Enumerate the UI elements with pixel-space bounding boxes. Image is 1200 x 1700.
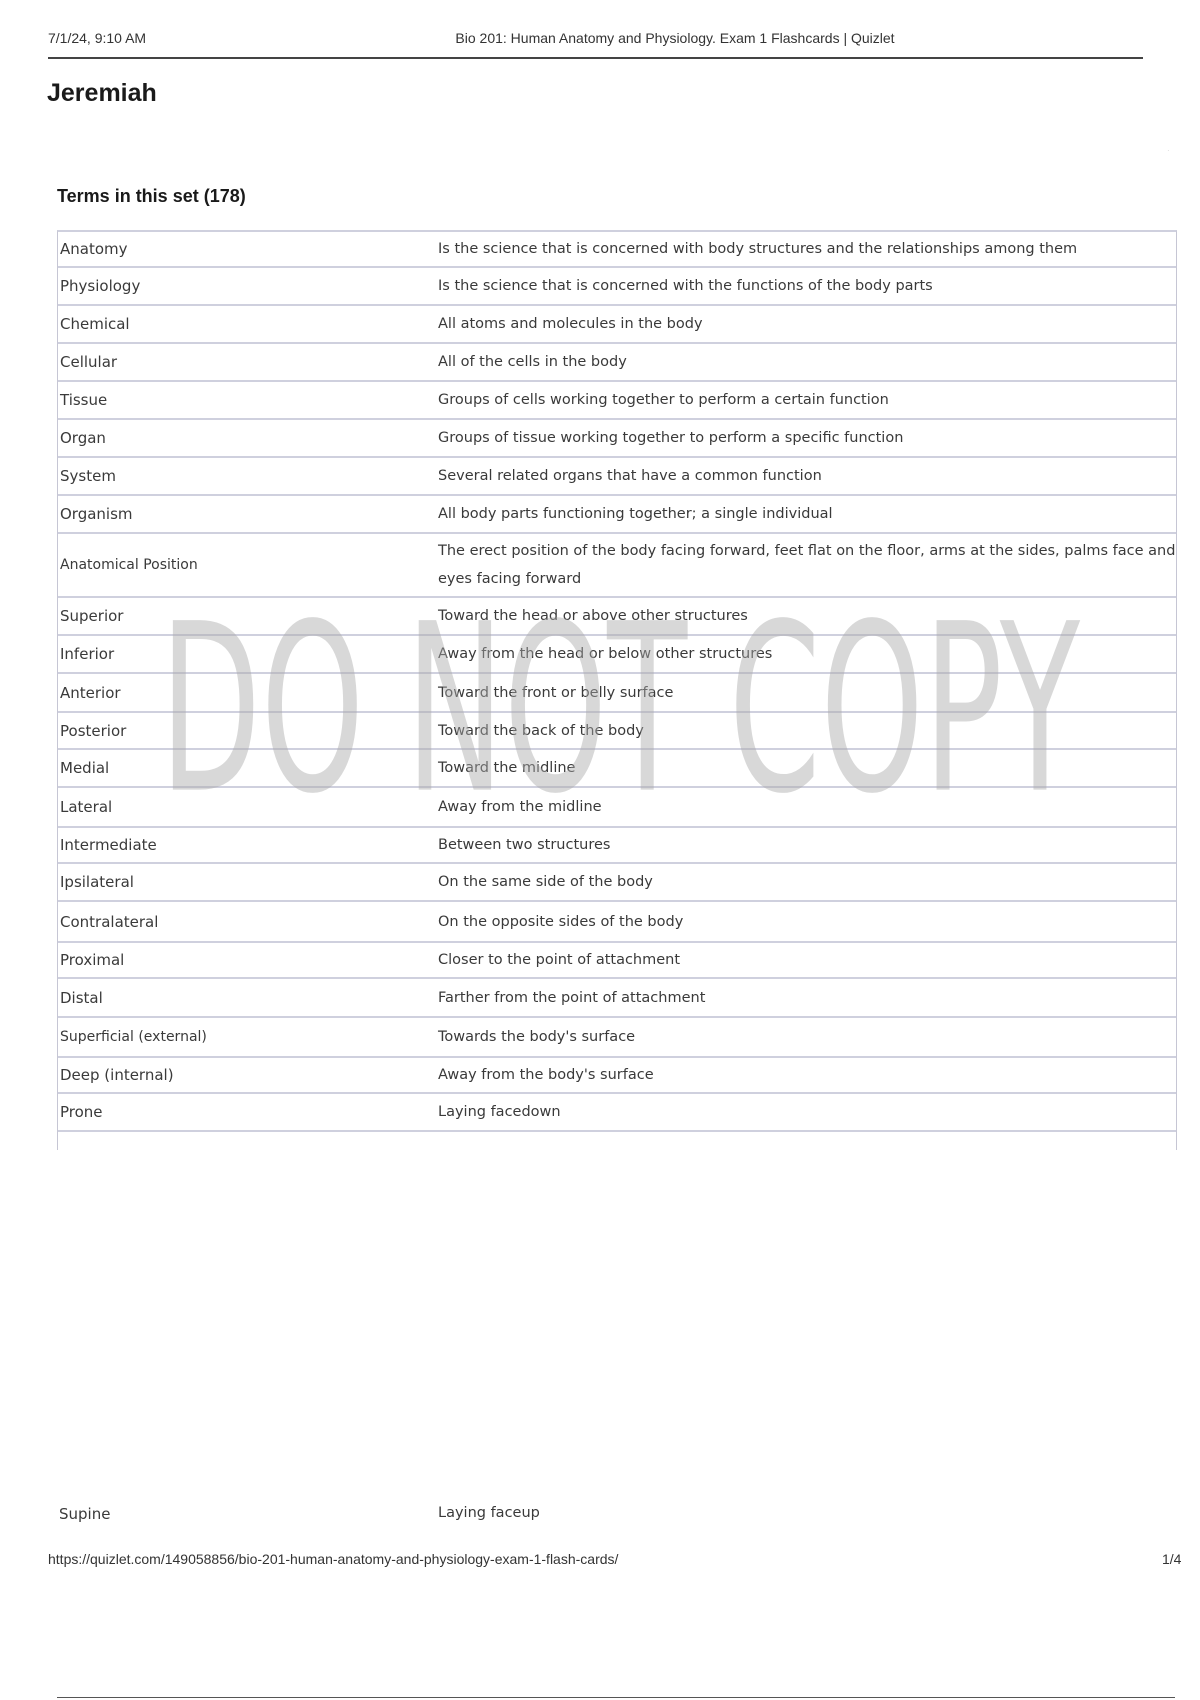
term-cell: Organism (60, 505, 133, 523)
term-cell: Anatomical Position (60, 557, 198, 573)
table-row (58, 1094, 1176, 1132)
definition-cell: Groups of tissue working together to perform a specific function (438, 430, 904, 446)
term-cell: Posterior (60, 721, 127, 740)
print-page-title: Bio 201: Human Anatomy and Physiology. Exam 1 Flashcards | Quizlet (455, 30, 895, 46)
bottom-divider (57, 1697, 1175, 1698)
definition-cell: On the opposite sides of the body (438, 913, 684, 930)
table-row (58, 713, 1176, 750)
table-row (58, 750, 1176, 788)
term-cell: Inferior (60, 645, 115, 663)
term-cell: Distal (60, 988, 103, 1007)
definition-cell: Towards the body's surface (438, 1029, 636, 1045)
table-row (58, 788, 1176, 828)
term-cell: Lateral (60, 798, 113, 816)
term-cell: Deep (internal) (60, 1066, 174, 1084)
term-cell: Organ (60, 429, 106, 447)
table-row (58, 636, 1176, 674)
table-row (58, 420, 1176, 458)
table-row (58, 1018, 1176, 1058)
table-row (58, 674, 1176, 713)
table-row (58, 268, 1176, 306)
definition-cell: All atoms and molecules in the body (438, 316, 703, 332)
term-cell: Intermediate (60, 836, 157, 854)
definition-cell: Away from the midline (438, 799, 602, 815)
term-cell: Tissue (60, 391, 108, 409)
terms-table (57, 230, 1177, 1150)
definition-cell: Away from the body's surface (438, 1067, 654, 1083)
table-row (58, 534, 1176, 598)
term-cell: Anatomy (60, 240, 128, 258)
table-row (58, 1058, 1176, 1094)
term-cell: Cellular (60, 353, 118, 371)
definition-cell: All of the cells in the body (438, 354, 627, 370)
table-row (58, 864, 1176, 902)
definition-cell: All body parts functioning together; a single individual (438, 506, 833, 522)
term-supine: Supine (59, 1505, 111, 1523)
term-cell: Superficial (external) (60, 1029, 207, 1045)
table-row (58, 943, 1176, 979)
print-url: https://quizlet.com/149058856/bio-201-human-anatomy-and-physiology-exam-1-flash-cards/ (48, 1551, 619, 1567)
term-cell: System (60, 467, 116, 485)
term-cell: Contralateral (60, 912, 159, 931)
term-cell: Proximal (60, 951, 125, 969)
definition-cell: Toward the back of the body (438, 722, 644, 739)
definition-cell: Groups of cells working together to perform a certain function (438, 392, 889, 408)
definition-cell: Toward the midline (438, 760, 576, 776)
definition-cell: Several related organs that have a common function (438, 468, 822, 484)
definition-supine: Laying faceup (438, 1505, 540, 1521)
term-cell: Chemical (60, 315, 130, 333)
terms-heading: Terms in this set (178) (57, 186, 246, 206)
table-row (58, 306, 1176, 344)
table-row (58, 344, 1176, 382)
table-row (58, 902, 1176, 943)
definition-cell: Closer to the point of attachment (438, 952, 681, 968)
definition-cell: Is the science that is concerned with body structures and the relationships among them (438, 241, 1078, 257)
definition-cell: Is the science that is concerned with the functions of the body parts (438, 278, 933, 294)
header-divider (48, 57, 1143, 59)
term-cell: Prone (60, 1103, 103, 1121)
definition-cell: Toward the head or above other structures (438, 608, 748, 624)
table-row (58, 232, 1176, 268)
watermark-text: DO NOT COPY (160, 608, 1081, 846)
term-cell: Superior (60, 607, 124, 625)
definition-cell: The erect position of the body facing forward, feet flat on the floor, arms at the sides, palms face and eyes facing forward (438, 543, 1176, 587)
definition-cell: Laying facedown (438, 1104, 561, 1120)
definition-cell: Between two structures (438, 837, 611, 853)
user-name: Jeremiah (47, 79, 157, 107)
page-number: 1/4 (1162, 1551, 1182, 1567)
definition-cell: Toward the front or belly surface (438, 684, 674, 701)
definition-cell: Farther from the point of attachment (438, 989, 706, 1006)
table-row (58, 979, 1176, 1018)
print-datetime: 7/1/24, 9:10 AM (48, 30, 147, 46)
term-cell: Ipsilateral (60, 873, 134, 891)
term-cell: Medial (60, 759, 110, 777)
table-row (58, 382, 1176, 420)
faint-mark: · (1167, 146, 1170, 155)
term-cell: Anterior (60, 683, 121, 702)
term-cell: Physiology (60, 277, 141, 295)
table-row (58, 496, 1176, 534)
table-row (58, 598, 1176, 636)
table-row (58, 828, 1176, 864)
definition-cell: On the same side of the body (438, 874, 653, 890)
table-row (58, 458, 1176, 496)
definition-cell: Away from the head or below other structures (438, 646, 773, 662)
table-tail (58, 1132, 1176, 1150)
